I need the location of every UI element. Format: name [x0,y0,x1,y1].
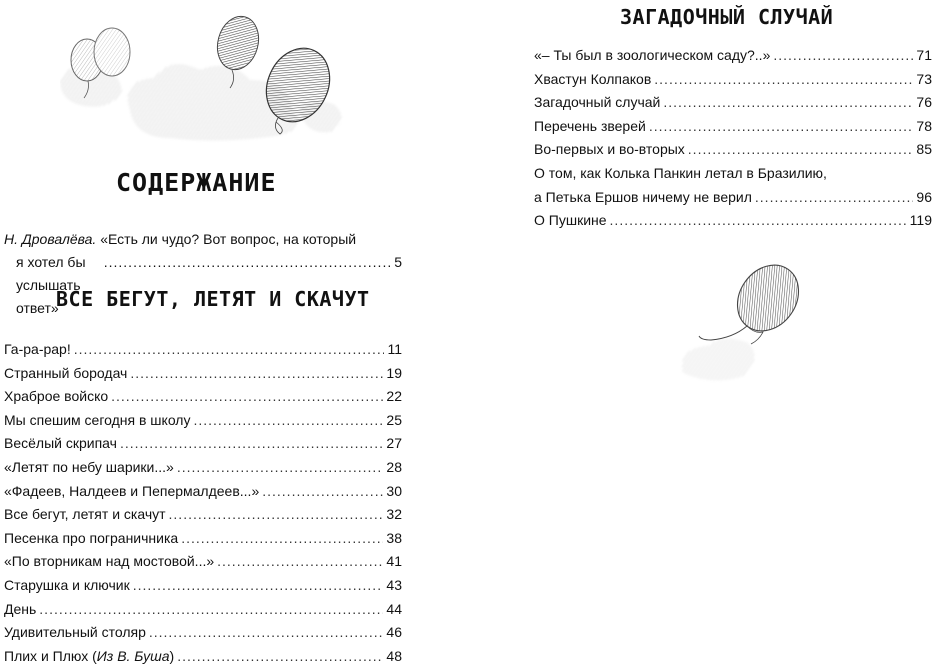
section-title: ВСЕ БЕГУТ, ЛЕТЯТ И СКАЧУТ [56,287,370,311]
toc-entry-line-2[interactable] [534,186,932,210]
entry-title: О Пушкине [534,212,607,229]
entry-title: «Фадеев, Налдеев и Пепермалдеев...» [4,482,260,499]
entry-title: Во-первых и во-вторых [534,141,685,158]
right-page [468,0,936,664]
sketch-cloud [682,339,754,381]
entry-title: Га-ра-рар! [4,341,71,357]
toc-entry[interactable] [4,645,402,668]
leader-dots [130,362,383,386]
toc-entry[interactable] [4,550,402,574]
leader-dots [773,44,913,68]
contents-title: СОДЕРЖАНИЕ [116,168,277,197]
entry-title: О том, как Колька Панкин летал в Бразилию, [534,164,827,181]
entry-title: Перечень зверей [534,117,646,134]
page-number: 43 [386,576,402,593]
page-number: 46 [386,624,402,641]
toc-entry[interactable] [4,432,402,456]
leader-dots [217,550,383,574]
page-number: 44 [386,600,402,617]
leader-dots [149,621,384,645]
page-number: 41 [386,553,402,570]
toc-entry[interactable] [4,456,402,480]
entry-title: День [4,600,37,617]
entry-title-start: Плих и Плюх ( [4,647,97,664]
leader-dots [133,574,384,598]
toc-entry[interactable] [4,621,402,645]
balloon [699,253,811,344]
preface-title-part1: «Есть ли чудо? Вот вопрос, на который [100,231,357,247]
entry-title: Храброе войско [4,388,109,405]
page-number: 76 [916,94,932,111]
toc-entry[interactable] [4,338,402,362]
preface-line-1 [4,228,402,251]
entry-title: Удивительный столяр [4,624,146,641]
leader-dots [654,68,913,92]
page-number: 71 [916,47,932,63]
page-number: 32 [386,506,402,523]
entry-title: а Петька Ершов ничему не верил [534,188,752,205]
leader-dots [262,480,383,504]
toc-entry[interactable] [4,527,402,551]
leader-dots [610,209,907,233]
entry-title: «Летят по небу шарики...» [4,458,174,475]
toc-entry[interactable] [534,68,932,92]
leader-dots [193,409,383,433]
section-title: ЗАГАДОЧНЫЙ СЛУЧАЙ [620,5,834,29]
page-number: 11 [387,341,402,357]
toc-list-right [534,44,932,233]
toc-entry[interactable] [4,385,402,409]
leader-dots [181,527,383,551]
toc-entry[interactable] [4,409,402,433]
page-number: 119 [909,212,932,229]
page-number: 22 [386,388,402,405]
leader-dots [663,91,913,115]
leader-dots [74,338,385,362]
entry-title-end: ) [169,647,175,664]
toc-entry[interactable] [534,115,932,139]
toc-entry[interactable] [4,503,402,527]
page-number: 28 [386,458,402,475]
entry-title [4,645,174,668]
leader-dots [755,186,914,210]
page-number: 27 [386,435,402,452]
page-number: 30 [386,482,402,499]
entry-title-italic: Из В. Буша [96,647,170,664]
toc-entry[interactable] [534,91,932,115]
page-number: 48 [386,647,402,664]
balloons-illustration [60,10,350,145]
entry-title: Загадочный случай [534,94,661,111]
page-number: 19 [386,364,402,381]
toc-entry[interactable] [534,209,932,233]
page-number: 73 [916,70,932,87]
toc-entry[interactable] [534,44,932,68]
page-number: 96 [916,188,932,205]
page-number: 5 [394,254,402,270]
leader-dots [649,115,914,139]
toc-list-left [4,338,402,668]
page-number: 25 [386,411,402,428]
page-number: 38 [386,529,402,546]
entry-title: Хвастун Колпаков [534,70,652,87]
entry-title: Мы спешим сегодня в школу [4,411,191,428]
leader-dots [104,251,391,274]
entry-title: Все бегут, летят и скачут [4,506,166,523]
entry-title: «По вторникам над мостовой...» [4,553,215,570]
toc-entry[interactable] [4,574,402,598]
preface-title-part2: я хотел бы услышать ответ» [16,254,86,316]
leader-dots [39,598,383,622]
leader-dots [177,456,384,480]
leader-dots [169,503,384,527]
toc-entry-line-1[interactable] [534,162,932,186]
entry-title: Странный бородач [4,364,128,381]
entry-title: Старушка и ключик [4,576,130,593]
toc-entry[interactable] [4,480,402,504]
leader-dots [120,432,383,456]
page-number: 78 [916,117,932,134]
leader-dots [688,138,914,162]
page-number: 85 [916,141,932,158]
single-balloon-illustration [663,248,823,388]
toc-entry[interactable] [534,138,932,162]
entry-title: Весёлый скрипач [4,435,117,452]
toc-entry[interactable] [4,362,402,386]
entry-title: «– Ты был в зоологическом саду?..» [534,47,771,63]
toc-entry[interactable] [4,598,402,622]
entry-title: Песенка про пограничника [4,529,179,546]
leader-dots [111,385,383,409]
left-page [0,0,468,664]
leader-dots [177,645,383,668]
preface-author: Н. Дровалёва. [4,231,97,247]
